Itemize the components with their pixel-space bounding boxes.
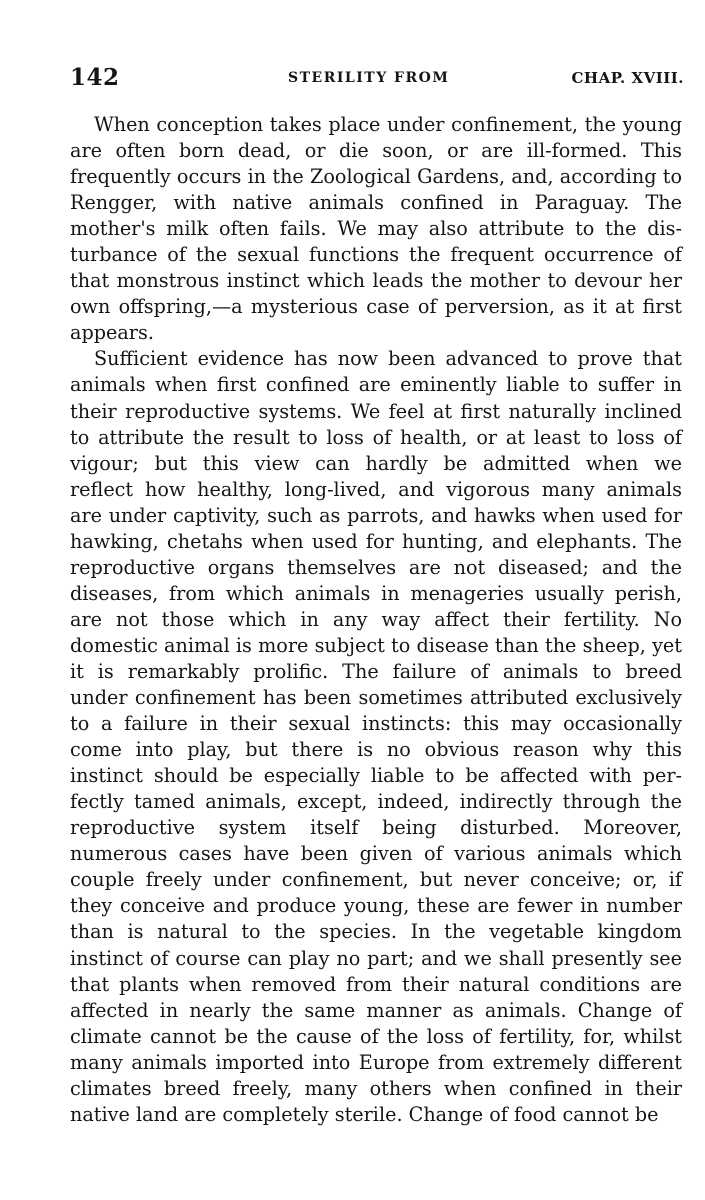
text-line: to attribute the result to loss of health, or at least to loss of xyxy=(70,425,682,449)
text-line: are not those which in any way affect their fertility. No xyxy=(70,607,682,631)
text-line: reflect how healthy, long-lived, and vigorous many animals xyxy=(70,477,682,501)
text-line: mother's milk often fails. We may also attribute to the dis- xyxy=(70,217,682,241)
text-line: vigour; but this view can hardly be admitted when we xyxy=(70,451,682,475)
text-line: come into play, but there is no obvious reason why this xyxy=(70,738,682,762)
body-text xyxy=(70,112,682,1128)
text-line: many animals imported into Europe from extremely different xyxy=(70,1050,682,1074)
text-line: domestic animal is more subject to disease than the sheep, yet xyxy=(70,633,682,657)
text-line: When conception takes place under confinement, the young xyxy=(94,113,682,136)
text-line: than is natural to the species. In the vegetable kingdom xyxy=(70,920,682,944)
text-line: affected in nearly the same manner as animals. Change of xyxy=(70,998,682,1022)
text-line: it is remarkably prolific. The failure of animals to breed xyxy=(70,659,682,683)
text-line: that plants when removed from their natural conditions are xyxy=(70,972,682,996)
text-line: they conceive and produce young, these are fewer in number xyxy=(70,894,682,918)
text-line: climate cannot be the cause of the loss of fertility, for, whilst xyxy=(70,1024,682,1048)
text-line: animals when first confined are eminently liable to suffer in xyxy=(70,373,682,397)
text-line: turbance of the sexual functions the frequent occurrence of xyxy=(70,243,682,267)
running-title: STERILITY FROM xyxy=(288,70,450,86)
paragraph xyxy=(70,346,682,1127)
text-line: fectly tamed animals, except, indeed, indirectly through the xyxy=(70,790,682,814)
chapter-label: CHAP. XVIII. xyxy=(571,69,684,87)
page-number: 142 xyxy=(70,64,120,91)
text-line: native land are completely sterile. Change of food cannot be xyxy=(70,1102,659,1126)
text-line: instinct should be especially liable to be affected with per- xyxy=(70,764,682,788)
text-line: frequently occurs in the Zoological Gardens, and, according to xyxy=(70,165,682,189)
text-line: under confinement has been sometimes attributed exclusively xyxy=(70,686,682,710)
text-line: diseases, from which animals in menageries usually perish, xyxy=(70,581,682,605)
text-line: couple freely under confinement, but never conceive; or, if xyxy=(70,868,682,892)
text-line: to a failure in their sexual instincts: this may occasionally xyxy=(70,712,682,736)
text-line: climates breed freely, many others when confined in their xyxy=(70,1076,682,1100)
text-line: numerous cases have been given of various animals which xyxy=(70,842,682,866)
text-line: their reproductive systems. We feel at first naturally inclined xyxy=(70,399,682,423)
text-line: that monstrous instinct which leads the mother to devour her xyxy=(70,269,682,293)
text-line: reproductive system itself being disturbed. Moreover, xyxy=(70,816,682,840)
running-header xyxy=(70,64,684,94)
text-line: appears. xyxy=(70,321,154,345)
text-line: hawking, chetahs when used for hunting, and elephants. The xyxy=(70,529,682,553)
text-line: are under captivity, such as parrots, and hawks when used for xyxy=(70,503,682,527)
text-line: instinct of course can play no part; and we shall presently see xyxy=(70,946,682,970)
text-line: Sufficient evidence has now been advanced to prove that xyxy=(94,347,682,371)
text-line: reproductive organs themselves are not diseased; and the xyxy=(70,555,682,579)
text-line: are often born dead, or die soon, or are ill-formed. This xyxy=(70,139,682,163)
text-line: own offspring,—a mysterious case of perversion, as it at first xyxy=(70,295,682,319)
text-line: Rengger, with native animals confined in Paraguay. The xyxy=(70,191,682,215)
paragraph xyxy=(70,112,682,346)
